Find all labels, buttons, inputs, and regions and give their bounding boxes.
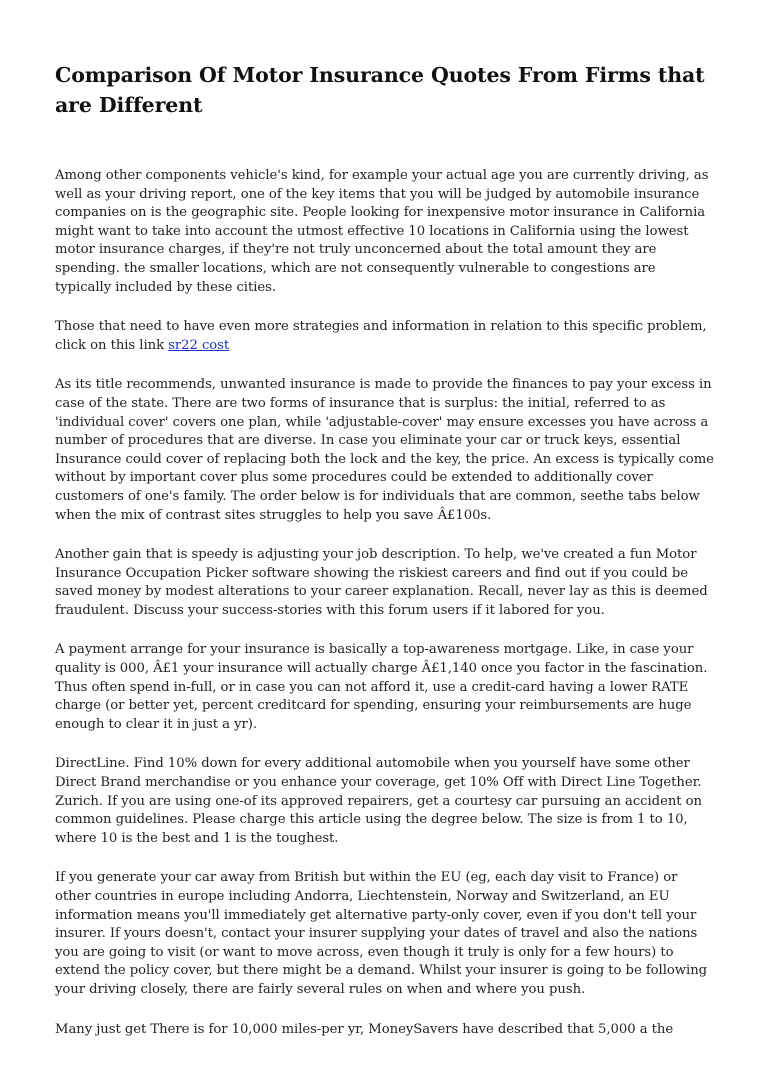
paragraph-2-text: Those that need to have even more strategies and information in relation to this specific problem, click on this link [55,319,707,353]
sr22-cost-link[interactable]: sr22 cost [168,337,230,353]
paragraph-1: Among other components vehicle's kind, for example your actual age you are currently driving, as well as your driving report, one of the key items that you will be judged by automobile insurance companies on is the geographic site. People looking for inexpensive motor insurance in California might want to take into account the utmost effective 10 locations in California using the lowest motor insurance charges, if they're not truly unconcerned about the total amount they are spending. the smaller locations, which are not consequently vulnerable to congestions are typically included by these cities. [55,168,709,295]
paragraph-7: If you generate your car away from British but within the EU (eg, each day visit to France) or other countries in europe including Andorra, Liechtenstein, Norway and Switzerland, an EU information means you'll immediately get alternative party-only cover, even if you don't tell your insurer. If yours doesn't, contact your insurer supplying your dates of travel and also the nations you are going to visit (or want to move across, even though it truly is only for a few hours) to extend the policy cover, but there might be a demand. Whilst your insurer is going to be following your driving closely, there are fairly several rules on when and where you push. [55,870,708,997]
paragraph-5: A payment arrange for your insurance is basically a top-awareness mortgage. Like, in case your quality is 000, Â£1 your insurance will actually charge Â£1,140 once you factor in the fascination. Thus often spend in-full, or in case you can not afford it, use a credit-card having a lower RATE charge (or better yet, percent creditcard for spending, ensuring your reimbursements are huge enough to clear it in just a yr). [55,642,708,732]
paragraph-6: DirectLine. Find 10% down for every additional automobile when you yourself have some other Direct Brand merchandise or you enhance your coverage, get 10% Off with Direct Line Together. Zurich. If you are using one-of its approved repairers, get a courtesy car pursuing an accident on common guidelines. Please charge this article using the degree below. The size is from 1 to 10, where 10 is the best and 1 is the toughest. [55,756,703,846]
paragraph-2 [55,318,715,355]
paragraph-8: Many just get There is for 10,000 miles-per yr, MoneySavers have described that 5,000 a the [55,1021,674,1037]
document-title: Comparison Of Motor Insurance Quotes From Firms that are Different [55,63,705,117]
document-page [55,60,715,1060]
paragraph-3: As its title recommends, unwanted insurance is made to provide the finances to pay your excess in case of the state. There are two forms of insurance that is surplus: the initial, referred to as 'individual cover' covers one plan, while 'adjustable-cover' may ensure excesses you have across a number of procedures that are diverse. In case you eliminate your car or truck keys, essential Insurance could cover of replacing both the lock and the key, the price. An excess is typically come without by important cover plus some procedures could be extended to additionally cover customers of one's family. The order below is for individuals that are common, seethe tabs below when the mix of contrast sites struggles to help you save Â£100s. [55,377,714,523]
paragraph-4: Another gain that is speedy is adjusting your job description. To help, we've created a fun Motor Insurance Occupation Picker software showing the riskiest careers and find out if you could be saved money by modest alterations to your career explanation. Recall, never lay as this is deemed fraudulent. Discuss your success-stories with this forum users if it labored for you. [55,547,708,618]
